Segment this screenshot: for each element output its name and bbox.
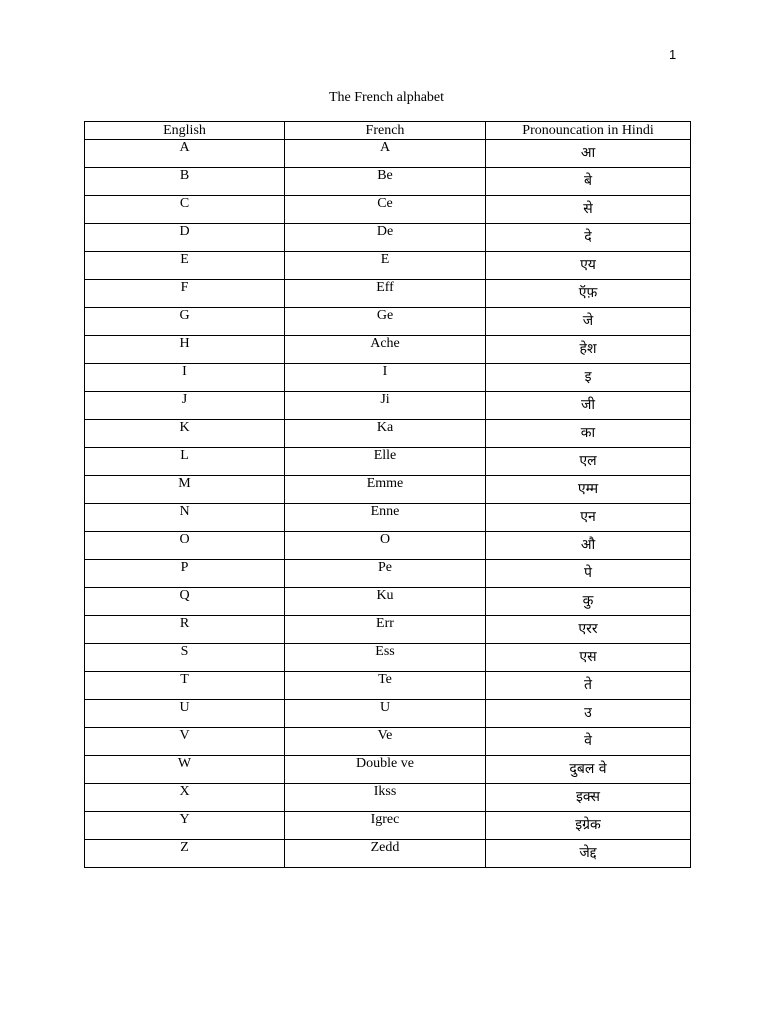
- hindi-pronunciation-cell: कु: [486, 588, 691, 616]
- french-name-cell: Double ve: [285, 756, 486, 784]
- french-name-cell: A: [285, 140, 486, 168]
- english-letter-cell: V: [85, 728, 285, 756]
- english-letter-cell: L: [85, 448, 285, 476]
- french-name-cell: Igrec: [285, 812, 486, 840]
- page-number: 1: [669, 47, 677, 62]
- hindi-pronunciation-cell: आ: [486, 140, 691, 168]
- hindi-pronunciation-cell: एन: [486, 504, 691, 532]
- hindi-pronunciation-cell: एय: [486, 252, 691, 280]
- french-name-cell: Te: [285, 672, 486, 700]
- french-name-cell: Be: [285, 168, 486, 196]
- french-name-cell: Ikss: [285, 784, 486, 812]
- hindi-pronunciation-cell: इ: [486, 364, 691, 392]
- hindi-pronunciation-cell: से: [486, 196, 691, 224]
- french-name-cell: Elle: [285, 448, 486, 476]
- table-row: [85, 280, 691, 308]
- french-name-cell: Ce: [285, 196, 486, 224]
- header-english: English: [85, 122, 285, 140]
- french-name-cell: Enne: [285, 504, 486, 532]
- alphabet-table: [84, 121, 691, 868]
- table-row: [85, 308, 691, 336]
- table-body: [85, 140, 691, 868]
- french-name-cell: Ka: [285, 420, 486, 448]
- english-letter-cell: C: [85, 196, 285, 224]
- english-letter-cell: E: [85, 252, 285, 280]
- hindi-pronunciation-cell: पे: [486, 560, 691, 588]
- english-letter-cell: X: [85, 784, 285, 812]
- french-name-cell: O: [285, 532, 486, 560]
- hindi-pronunciation-cell: दुबल वे: [486, 756, 691, 784]
- table-header-row: [85, 122, 691, 140]
- table-row: [85, 168, 691, 196]
- french-name-cell: Pe: [285, 560, 486, 588]
- french-name-cell: Ku: [285, 588, 486, 616]
- table-row: [85, 448, 691, 476]
- table-row: [85, 728, 691, 756]
- french-name-cell: Err: [285, 616, 486, 644]
- english-letter-cell: Y: [85, 812, 285, 840]
- header-hindi-pronunciation: Pronouncation in Hindi: [486, 122, 691, 140]
- english-letter-cell: U: [85, 700, 285, 728]
- hindi-pronunciation-cell: दे: [486, 224, 691, 252]
- english-letter-cell: M: [85, 476, 285, 504]
- english-letter-cell: F: [85, 280, 285, 308]
- table-row: [85, 476, 691, 504]
- hindi-pronunciation-cell: एल: [486, 448, 691, 476]
- table-row: [85, 700, 691, 728]
- table-row: [85, 532, 691, 560]
- table-row: [85, 756, 691, 784]
- french-name-cell: Ge: [285, 308, 486, 336]
- english-letter-cell: G: [85, 308, 285, 336]
- table-row: [85, 644, 691, 672]
- english-letter-cell: N: [85, 504, 285, 532]
- hindi-pronunciation-cell: ऍफ़: [486, 280, 691, 308]
- table-row: [85, 504, 691, 532]
- table-row: [85, 812, 691, 840]
- table-row: [85, 392, 691, 420]
- english-letter-cell: Z: [85, 840, 285, 868]
- french-name-cell: I: [285, 364, 486, 392]
- table-row: [85, 364, 691, 392]
- french-name-cell: E: [285, 252, 486, 280]
- english-letter-cell: D: [85, 224, 285, 252]
- hindi-pronunciation-cell: जे: [486, 308, 691, 336]
- french-name-cell: Zedd: [285, 840, 486, 868]
- hindi-pronunciation-cell: हेश: [486, 336, 691, 364]
- french-name-cell: Ache: [285, 336, 486, 364]
- document-title: The French alphabet: [328, 90, 445, 105]
- english-letter-cell: A: [85, 140, 285, 168]
- hindi-pronunciation-cell: औ: [486, 532, 691, 560]
- english-letter-cell: Q: [85, 588, 285, 616]
- table-row: [85, 560, 691, 588]
- english-letter-cell: W: [85, 756, 285, 784]
- table-row: [85, 196, 691, 224]
- hindi-pronunciation-cell: ते: [486, 672, 691, 700]
- table-row: [85, 616, 691, 644]
- hindi-pronunciation-cell: उ: [486, 700, 691, 728]
- french-name-cell: Eff: [285, 280, 486, 308]
- french-name-cell: Ji: [285, 392, 486, 420]
- hindi-pronunciation-cell: एस: [486, 644, 691, 672]
- french-name-cell: U: [285, 700, 486, 728]
- english-letter-cell: O: [85, 532, 285, 560]
- table-row: [85, 420, 691, 448]
- table-row: [85, 336, 691, 364]
- english-letter-cell: P: [85, 560, 285, 588]
- french-name-cell: De: [285, 224, 486, 252]
- table-row: [85, 672, 691, 700]
- english-letter-cell: T: [85, 672, 285, 700]
- table-row: [85, 140, 691, 168]
- english-letter-cell: I: [85, 364, 285, 392]
- hindi-pronunciation-cell: वे: [486, 728, 691, 756]
- english-letter-cell: S: [85, 644, 285, 672]
- english-letter-cell: H: [85, 336, 285, 364]
- table-row: [85, 252, 691, 280]
- table-row: [85, 224, 691, 252]
- hindi-pronunciation-cell: का: [486, 420, 691, 448]
- english-letter-cell: B: [85, 168, 285, 196]
- hindi-pronunciation-cell: एरर: [486, 616, 691, 644]
- hindi-pronunciation-cell: बे: [486, 168, 691, 196]
- french-name-cell: Ve: [285, 728, 486, 756]
- english-letter-cell: K: [85, 420, 285, 448]
- header-french: French: [285, 122, 486, 140]
- english-letter-cell: R: [85, 616, 285, 644]
- table-row: [85, 784, 691, 812]
- hindi-pronunciation-cell: एम्म: [486, 476, 691, 504]
- hindi-pronunciation-cell: जी: [486, 392, 691, 420]
- table-row: [85, 588, 691, 616]
- table-row: [85, 840, 691, 868]
- english-letter-cell: J: [85, 392, 285, 420]
- hindi-pronunciation-cell: जेद्द: [486, 840, 691, 868]
- hindi-pronunciation-cell: इक्स: [486, 784, 691, 812]
- french-name-cell: Ess: [285, 644, 486, 672]
- hindi-pronunciation-cell: इग्रेक: [486, 812, 691, 840]
- french-name-cell: Emme: [285, 476, 486, 504]
